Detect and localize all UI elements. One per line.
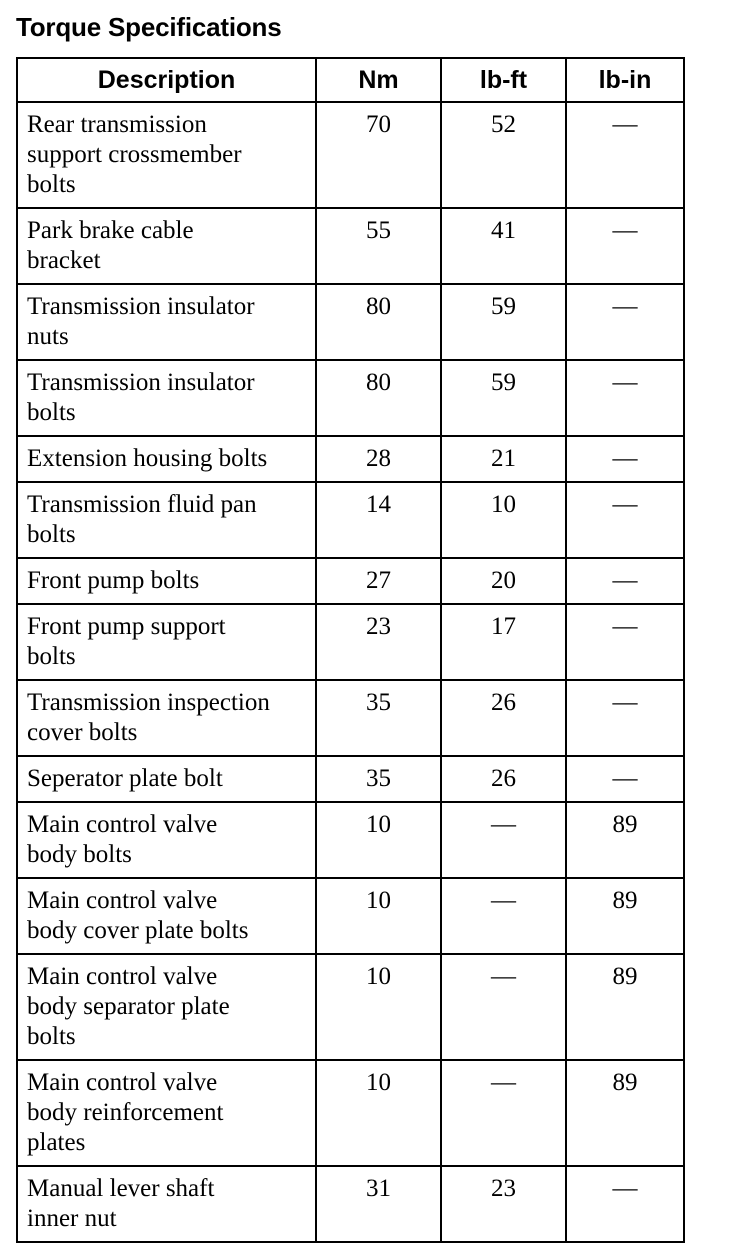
table-row <box>17 102 684 208</box>
table-row <box>17 208 684 284</box>
cell-lb-ft: 59 <box>441 284 566 360</box>
cell-lb-ft: — <box>441 802 566 878</box>
cell-lb-ft: 23 <box>441 1166 566 1242</box>
cell-nm: 31 <box>316 1166 441 1242</box>
cell-nm: 35 <box>316 756 441 802</box>
cell-lb-in: — <box>566 102 684 208</box>
cell-nm: 80 <box>316 284 441 360</box>
cell-nm: 35 <box>316 680 441 756</box>
table-row <box>17 436 684 482</box>
cell-lb-in: — <box>566 284 684 360</box>
cell-lb-in: 89 <box>566 954 684 1060</box>
cell-lb-in: — <box>566 756 684 802</box>
cell-lb-in: 89 <box>566 1060 684 1166</box>
table-row <box>17 878 684 954</box>
column-header-lb-in: lb-in <box>566 58 684 102</box>
table-row <box>17 558 684 604</box>
cell-description: Transmission inspection cover bolts <box>17 680 316 756</box>
page-title: Torque Specifications <box>16 12 282 42</box>
cell-nm: 14 <box>316 482 441 558</box>
cell-description: Extension housing bolts <box>17 436 316 482</box>
cell-lb-in: 89 <box>566 802 684 878</box>
table-row <box>17 1166 684 1242</box>
cell-lb-ft: 17 <box>441 604 566 680</box>
column-header-description: Description <box>17 58 316 102</box>
table-body <box>17 102 684 1242</box>
table-row <box>17 604 684 680</box>
column-header-lb-ft: lb-ft <box>441 58 566 102</box>
cell-lb-in: — <box>566 208 684 284</box>
cell-lb-ft: — <box>441 954 566 1060</box>
table-row <box>17 954 684 1060</box>
column-header-nm: Nm <box>316 58 441 102</box>
cell-lb-in: — <box>566 1166 684 1242</box>
cell-nm: 10 <box>316 802 441 878</box>
cell-description: Front pump bolts <box>17 558 316 604</box>
cell-lb-ft: 21 <box>441 436 566 482</box>
cell-lb-ft: — <box>441 878 566 954</box>
cell-lb-ft: — <box>441 1060 566 1166</box>
cell-nm: 27 <box>316 558 441 604</box>
cell-description: Main control valve body reinforcement plates <box>17 1060 316 1166</box>
table-row <box>17 360 684 436</box>
cell-lb-ft: 10 <box>441 482 566 558</box>
cell-description: Transmission insulator nuts <box>17 284 316 360</box>
table-row <box>17 680 684 756</box>
cell-lb-in: — <box>566 482 684 558</box>
cell-description: Transmission insulator bolts <box>17 360 316 436</box>
cell-description: Transmission fluid pan bolts <box>17 482 316 558</box>
cell-description: Front pump support bolts <box>17 604 316 680</box>
cell-lb-ft: 52 <box>441 102 566 208</box>
table-row <box>17 1060 684 1166</box>
cell-lb-in: 89 <box>566 878 684 954</box>
cell-description: Main control valve body cover plate bolts <box>17 878 316 954</box>
table-row <box>17 284 684 360</box>
cell-nm: 10 <box>316 954 441 1060</box>
cell-nm: 10 <box>316 878 441 954</box>
cell-lb-ft: 41 <box>441 208 566 284</box>
cell-nm: 10 <box>316 1060 441 1166</box>
cell-lb-in: — <box>566 360 684 436</box>
cell-lb-ft: 59 <box>441 360 566 436</box>
cell-description: Rear transmission support crossmember bolts <box>17 102 316 208</box>
table-row <box>17 756 684 802</box>
cell-lb-in: — <box>566 604 684 680</box>
cell-lb-ft: 26 <box>441 680 566 756</box>
cell-nm: 70 <box>316 102 441 208</box>
cell-nm: 55 <box>316 208 441 284</box>
cell-description: Seperator plate bolt <box>17 756 316 802</box>
header-row <box>17 58 684 102</box>
cell-lb-in: — <box>566 436 684 482</box>
cell-description: Main control valve body separator plate bolts <box>17 954 316 1060</box>
cell-nm: 28 <box>316 436 441 482</box>
cell-lb-in: — <box>566 680 684 756</box>
cell-description: Park brake cable bracket <box>17 208 316 284</box>
table-row <box>17 802 684 878</box>
torque-specifications-table <box>16 57 685 1243</box>
cell-lb-ft: 20 <box>441 558 566 604</box>
cell-nm: 23 <box>316 604 441 680</box>
cell-nm: 80 <box>316 360 441 436</box>
cell-lb-ft: 26 <box>441 756 566 802</box>
cell-description: Manual lever shaft inner nut <box>17 1166 316 1242</box>
cell-description: Main control valve body bolts <box>17 802 316 878</box>
cell-lb-in: — <box>566 558 684 604</box>
table-row <box>17 482 684 558</box>
